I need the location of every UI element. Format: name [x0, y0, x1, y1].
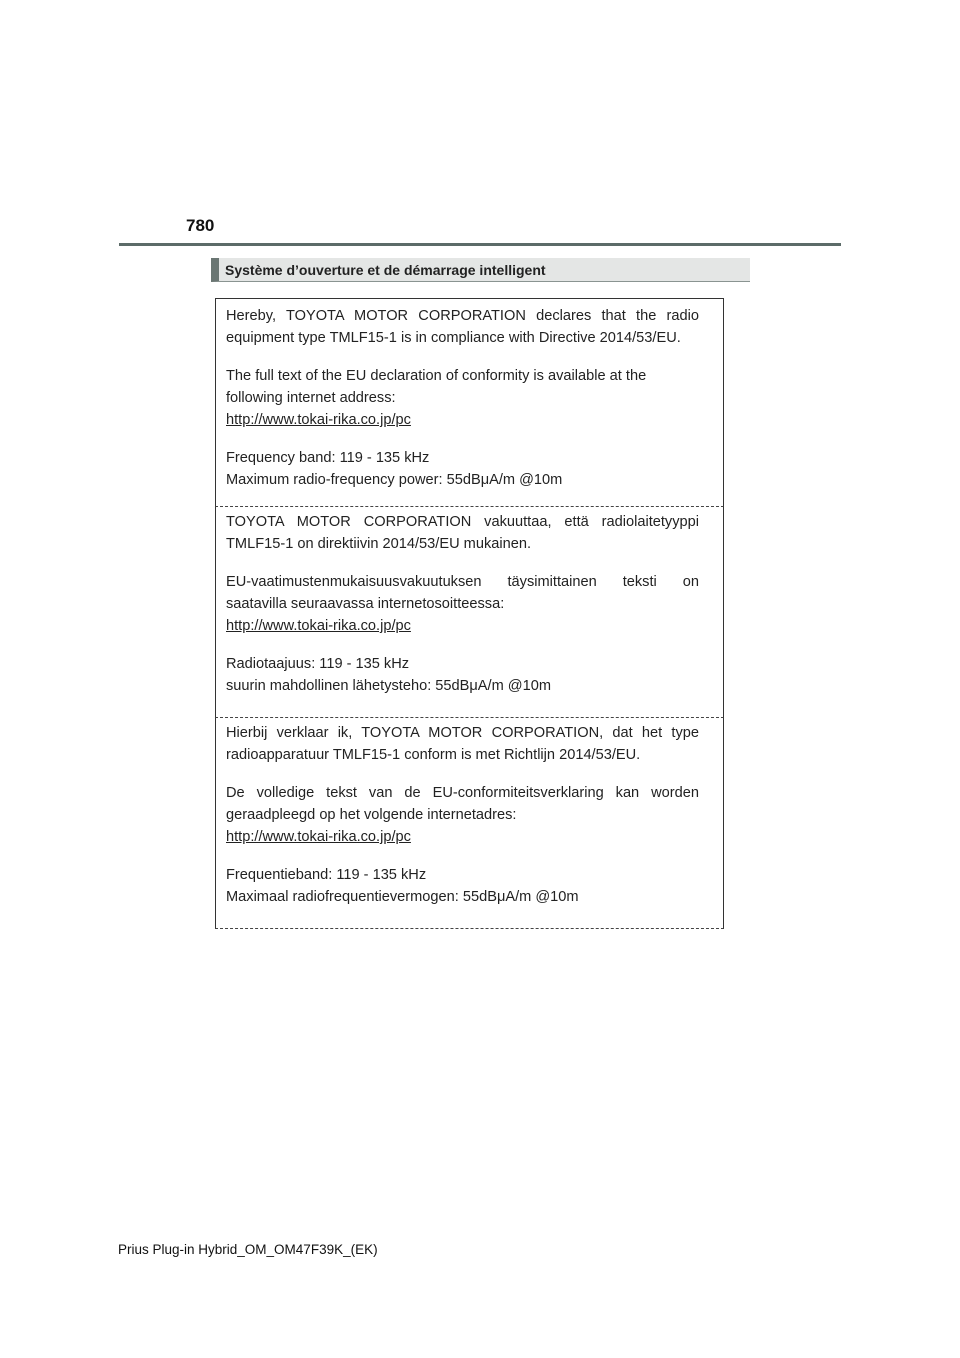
text-line: EU-vaatimustenmukaisuusvakuutuksen täysimittainen teksti on — [226, 574, 699, 590]
declaration-paragraph — [226, 571, 699, 637]
text-line: Hierbij verklaar ik, TOYOTA MOTOR CORPORATION, dat het type — [226, 725, 699, 741]
text-line: Frequentieband: 119 - 135 kHz — [226, 867, 427, 883]
declaration-paragraph — [226, 305, 699, 349]
declaration-paragraph — [226, 722, 699, 766]
text-line: radioapparatuur TMLF15-1 conform is met Richtlijn 2014/53/EU. — [226, 747, 641, 763]
text-line: Frequency band: 119 - 135 kHz — [226, 450, 430, 466]
declaration-box-fi — [215, 507, 724, 718]
declaration-paragraph — [226, 511, 699, 555]
text-line: De volledige tekst van de EU-conformiteitsverklaring kan worden — [226, 785, 699, 801]
text-line: equipment type TMLF15-1 is in compliance with Directive 2014/53/EU. — [226, 330, 681, 346]
declaration-url-link[interactable]: http://www.tokai-rika.co.jp/pc — [226, 618, 411, 634]
declaration-box-nl — [215, 718, 724, 929]
section-title: Système d’ouverture et de démarrage intelligent — [211, 258, 750, 282]
frequency-paragraph — [226, 864, 699, 908]
declaration-paragraph — [226, 782, 699, 848]
declaration-url-link[interactable]: http://www.tokai-rika.co.jp/pc — [226, 829, 411, 845]
text-line: Maximum radio-frequency power: 55dBμA/m @10m — [226, 472, 563, 488]
document-footer: Prius Plug-in Hybrid_OM_OM47F39K_(EK) — [118, 1242, 378, 1257]
declaration-paragraph — [226, 365, 699, 431]
text-line: geraadpleegd op het volgende internetadres: — [226, 807, 517, 823]
text-line: following internet address: — [226, 390, 396, 406]
text-line: TOYOTA MOTOR CORPORATION vakuuttaa, että radiolaitetyyppi — [226, 514, 699, 530]
text-line: TMLF15-1 on direktiivin 2014/53/EU mukainen. — [226, 536, 532, 552]
frequency-paragraph — [226, 447, 699, 491]
text-line: saatavilla seuraavassa internetosoitteessa: — [226, 596, 505, 612]
text-line: Maximaal radiofrequentievermogen: 55dBμA/m @10m — [226, 889, 579, 905]
header-rule — [119, 243, 841, 246]
text-line: Hereby, TOYOTA MOTOR CORPORATION declares that the radio — [226, 308, 699, 324]
text-line: Radiotaajuus: 119 - 135 kHz — [226, 656, 410, 672]
declaration-url-link[interactable]: http://www.tokai-rika.co.jp/pc — [226, 412, 411, 428]
text-line: suurin mahdollinen lähetysteho: 55dBμA/m @10m — [226, 678, 552, 694]
declaration-box-en — [215, 298, 724, 507]
frequency-paragraph — [226, 653, 699, 697]
text-line: The full text of the EU declaration of conformity is available at the — [226, 368, 647, 384]
page-number: 780 — [186, 216, 215, 235]
